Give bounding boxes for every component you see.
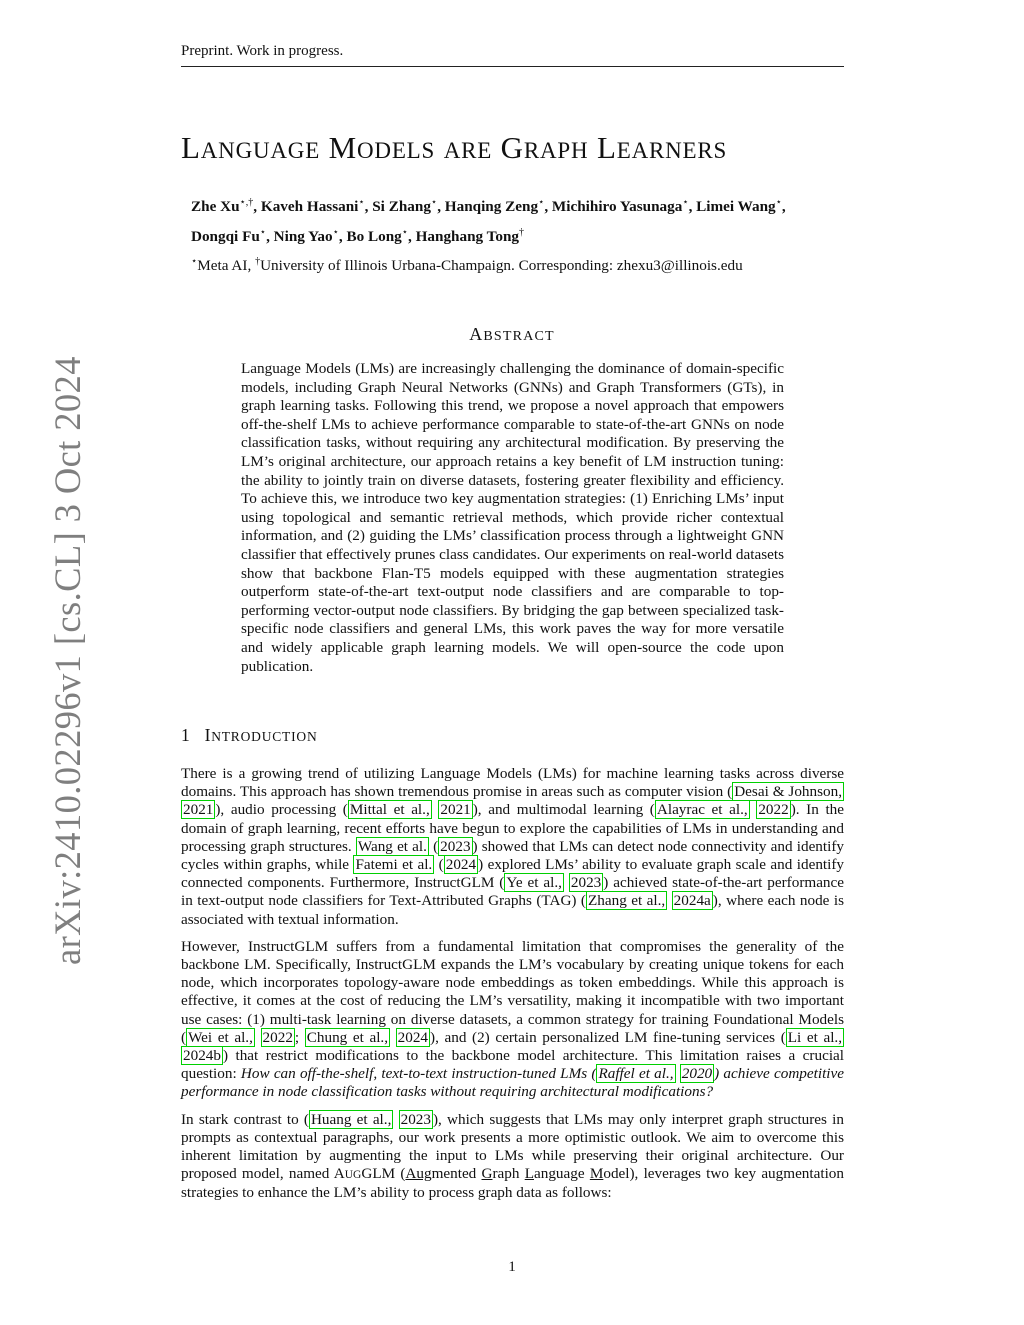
abstract-heading-cap: A (469, 324, 484, 344)
author: Ning Yao (273, 228, 333, 246)
title-word: RAPH (523, 138, 589, 163)
author: Michihiro Yasunaga (551, 198, 683, 216)
text: raph (492, 1165, 525, 1183)
text: ), audio processing ( (215, 801, 348, 819)
author: Kaveh Hassani (260, 198, 359, 216)
citation-link[interactable]: 2024a (673, 892, 711, 910)
text: ). In the domain of graph learning, recent efforts have begun to explore the capabilities of LMs in understanding and processing graph structures. (181, 801, 845, 855)
text: odel), leverages two key augmentation strategies to enhance the LM’s ability to process graph data as follows: (181, 1165, 844, 1202)
author-mark: ⋆ (259, 227, 267, 239)
citation-link[interactable]: 2023 (440, 837, 471, 855)
research-question: How can off-the-shelf, text-to-text instruction-tuned LMs ( (240, 1065, 597, 1083)
citation-link[interactable]: 2023 (400, 1110, 431, 1128)
affil-uiuc: University of Illinois Urbana-Champaign. Corresponding: zhexu3@illinois.edu (260, 257, 743, 275)
author-mark: ⋆ (332, 227, 339, 239)
text: ), where each node is associated with textual information. (181, 892, 845, 928)
affil-mark: ⋆ (191, 256, 198, 267)
text: ) that restrict modifications to the backbone model architecture. This limitation raises a crucial question: (181, 1047, 844, 1083)
acronym-letter: L (524, 1165, 534, 1183)
abstract-heading (0, 324, 1024, 345)
text: ( (395, 1165, 406, 1183)
paper-title (181, 130, 727, 166)
citation-link[interactable]: Fatemi et al. (355, 856, 433, 874)
citation-link[interactable]: 2023 (570, 874, 602, 892)
citation-link[interactable]: 2024 (397, 1028, 429, 1046)
text: showed that LMs can detect node connectivity and identify cycles within graphs, while (181, 837, 844, 874)
author-mark: ⋆ (358, 197, 365, 208)
text: ; (294, 1028, 305, 1046)
affiliations (191, 256, 851, 275)
citation-link[interactable]: Ye et al., (506, 874, 562, 892)
text: explored LMs’ ability to evaluate graph scale and identify connected components. Furthermore, InstructGLM ( (181, 856, 845, 892)
affil-mark: † (255, 256, 261, 267)
title-word: EARNERS (616, 138, 728, 163)
title-word: ANGUAGE (200, 138, 321, 163)
citation-link[interactable]: Desai & Johnson, (734, 783, 843, 801)
text: ), and (2) certain personalized LM fine-tuning services ( (430, 1028, 786, 1046)
author-mark: ⋆ (430, 197, 438, 208)
abstract-heading-rest: BSTRACT (483, 329, 555, 344)
acronym-letter: M (589, 1165, 604, 1183)
introduction-body (181, 765, 844, 1212)
citation-link[interactable]: Wang et al. (357, 837, 427, 855)
title-word: ODELS (357, 138, 436, 163)
page-number: 1 (508, 1258, 516, 1275)
title-word: ARE (443, 138, 493, 163)
paragraph: There is a growing trend of utilizing Language Models (LMs) for machine learning tasks across diverse domains. This approach has shown tremendous promise in areas such as computer vision ( Desai & Johnson, 2021 ), audio processing ( Mittal et al., 2021 ), and multimodal learning ( Alayrac et al., 2022 ). In the domain of graph learning, recent efforts have begun to explore the capabilities of LMs in understanding and processing graph structures. Wang et al. ( 2023 ) showed that LMs can detect node connectivity and identify cycles within graphs, while Fatemi et al. ( 2024 ) explored LMs’ ability to evaluate graph scale and identify connected components. Furthermore, InstructGLM ( Ye et al., 2023 ) achieved state-of-the-art performance in text-output node classifiers for Text-Attributed Graphs (TAG) ( Zhang et al., 2024a ), where each node is associated with textual information. (181, 765, 845, 928)
citation-link[interactable]: 2020 (681, 1065, 713, 1083)
citation-link[interactable]: Raffel et al., (598, 1065, 674, 1083)
citation-link[interactable]: Huang et al., (310, 1110, 392, 1128)
section-number: 1 (181, 725, 191, 745)
citation-link[interactable]: 2024b (183, 1047, 221, 1065)
citation-link[interactable]: Li et al., (787, 1028, 843, 1046)
author-mark: ⋆ (682, 197, 689, 208)
author-mark: ⋆ (775, 197, 782, 208)
citation-link[interactable]: Wei et al., (188, 1028, 253, 1046)
title-cap: L (596, 130, 617, 165)
acronym-letter: Aug (405, 1165, 432, 1183)
author-list: Zhe Xu⋆,†, Kaveh Hassani⋆, Si Zhang⋆, Hanqing Zeng⋆, Michihiro Yasunaga⋆, Limei Wang⋆, Dongqi Fu⋆, Ning Yao⋆, Bo Long⋆, Hanghang Tong† (191, 197, 786, 246)
text: However, InstructGLM suffers from a fundamental limitation that compromises the generality of the backbone LM. Specifically, InstructGLM expands the LM’s vocabulary by creating unique tokens for each node, which incorporates topology-aware node embeddings as token embeddings. While this approach is effective, it comes at the cost of reducing the LM’s versatility, making it incompatible with two important use cases: (1) multi-task learning on diverse datasets, a common strategy for training Foundational Models ( (181, 937, 844, 1046)
section-title-rest: NTRODUCTION (211, 729, 318, 744)
author: Bo Long (346, 228, 402, 246)
affil-meta: Meta AI, (197, 257, 252, 275)
section-title-cap: I (204, 725, 212, 745)
acronym-letter: G (481, 1165, 493, 1183)
text: There is a growing trend of utilizing Language Models (LMs) for machine learning tasks across diverse domains. This approach has shown tremendous promise in areas such as computer vision ( (181, 765, 844, 801)
model-name: UG (344, 1169, 362, 1182)
citation-link[interactable]: 2022 (262, 1028, 293, 1046)
author: Dongqi Fu (191, 228, 260, 246)
text: ) achieved state-of-the-art performance in text-output node classifiers for Text-Attributed Graphs (TAG) ( (181, 874, 845, 910)
author-mark: ⋆,† (239, 197, 254, 208)
running-head: Preprint. Work in progress. (181, 43, 344, 59)
author: Si Zhang (372, 198, 431, 216)
author: Hanghang Tong (415, 228, 520, 246)
abstract-text: Language Models (LMs) are increasingly challenging the dominance of domain-specific models, including Graph Neural Networks (GNNs) and Graph Transformers (GTs), in graph learning tasks. Following this trend, we propose a novel approach that empowers off-the-shelf LMs to achieve performance comparable to state-of-the-art GNNs on node classification tasks, without requiring any architectural modification. By preserving the LM’s original architecture, our approach retains a key benefit of LM instruction tuning: the ability to jointly train on diverse datasets, fostering greater flexibility and efficiency. To achieve this, we introduce two key augmentation strategies: (1) Enriching LMs’ input using topological and semantic retrieval methods, which provide richer contextual information, and (2) guiding the LMs’ classification process through a lightweight GNN classifier that effectively prunes class candidates. Our experiments on real-world datasets show that backbone Flan-T5 models equipped with these augmentation strategies outperform state-of-the-art text-output node classifiers and are comparable to top-performing vector-output node classifiers. By bridging the gap between specialized task-specific node classifiers and general LMs, this work paves the way for more versatile and widely applicable graph learning models. We will open-source the code upon publication. (241, 360, 784, 675)
title-cap: G (500, 130, 524, 165)
author: Limei Wang (696, 198, 776, 216)
citation-link[interactable]: 2021 (183, 801, 214, 819)
title-cap: L (181, 130, 201, 165)
author-mark: ⋆ (538, 197, 545, 208)
citation-link[interactable]: Zhang et al., (588, 892, 666, 910)
citation-link[interactable]: 2021 (440, 801, 471, 819)
paragraph (181, 938, 844, 1102)
text: ), which suggests that LMs may only interpret graph structures in prompts as contextual paragraphs, our work presents a more optimistic outlook. We aim to overcome this inherent limitation by augmenting the input to LMs while preserving their original architecture. Our proposed model, named (181, 1110, 844, 1183)
author-mark: † (519, 227, 525, 239)
model-name: GLM (361, 1165, 396, 1183)
research-question: ) achieve competitive performance in node classification tasks without requiring architectural modifications? (181, 1065, 844, 1101)
text: mented (431, 1165, 482, 1183)
citation-link[interactable]: Mittal et al., (349, 801, 430, 819)
header-rule (181, 66, 844, 67)
text: anguage (533, 1165, 590, 1183)
title-cap: M (328, 130, 357, 165)
citation-link[interactable]: 2022 (758, 801, 789, 819)
text: In stark contrast to ( (181, 1110, 309, 1128)
citation-link[interactable]: 2024 (445, 856, 477, 874)
author: Hanqing Zeng (444, 198, 539, 216)
author: Zhe Xu (191, 198, 240, 216)
paragraph (181, 1111, 844, 1203)
text: ), and multimodal learning ( (472, 801, 655, 819)
model-name: A (333, 1165, 345, 1183)
arxiv-stamp: arXiv:2410.02296v1 [cs.CL] 3 Oct 2024 (47, 356, 88, 965)
section-heading-introduction (181, 725, 318, 746)
citation-link[interactable]: Alayrac et al., (656, 801, 748, 819)
author-mark: ⋆ (401, 227, 409, 239)
citation-link[interactable]: Chung et al., (306, 1028, 389, 1046)
